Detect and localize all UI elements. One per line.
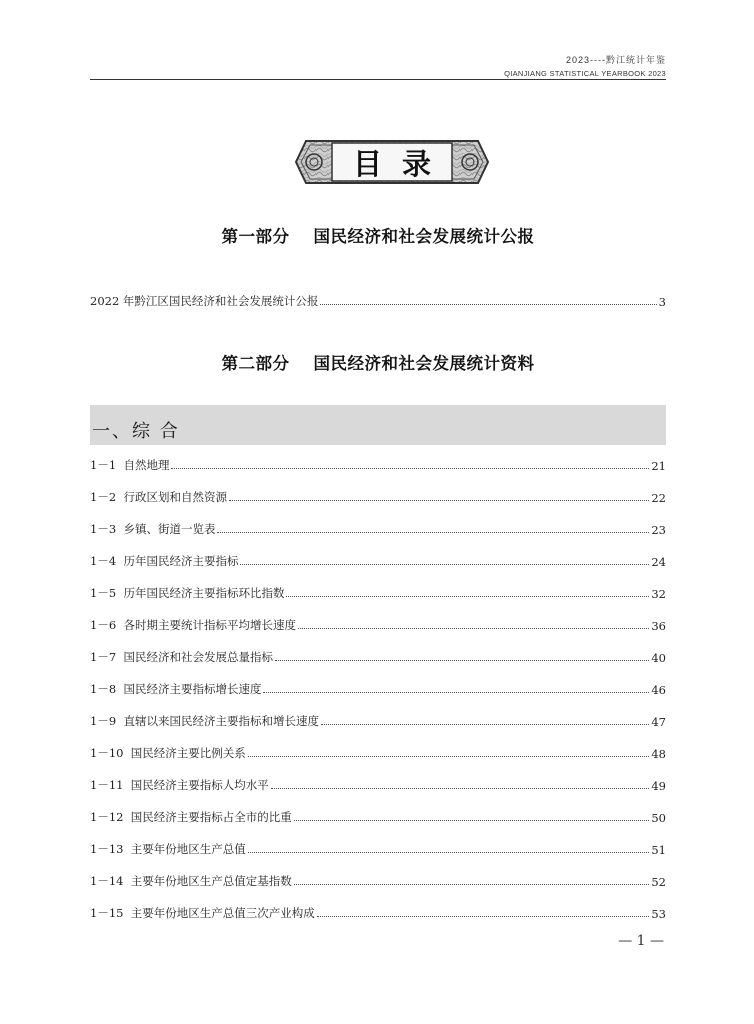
toc-entry[interactable]	[90, 519, 666, 537]
toc-entry-number: 1－11	[90, 778, 124, 792]
toc-entry-title: 国民经济主要比例关系	[130, 746, 246, 760]
toc-entry-number: 1－2	[90, 490, 117, 504]
toc-entry[interactable]	[90, 807, 666, 825]
section-title: 一、综 合	[92, 421, 180, 442]
toc-entry-title: 国民经济主要指标增长速度	[123, 682, 262, 696]
toc-entry-title: 行政区划和自然资源	[123, 490, 227, 504]
part-one-label: 第一部分	[221, 227, 290, 246]
toc-entry-page: 48	[651, 747, 666, 761]
toc-entry-title: 主要年份地区生产总值定基指数	[130, 874, 292, 888]
toc-entry-title: 各时期主要统计指标平均增长速度	[123, 618, 296, 632]
toc-entry[interactable]	[90, 679, 666, 697]
toc-entry-number: 1－7	[90, 650, 117, 664]
toc-entry-number: 1－3	[90, 522, 117, 536]
toc-entry[interactable]	[90, 487, 666, 505]
running-header	[504, 54, 666, 80]
toc-entry-page: 23	[651, 523, 666, 537]
toc-entry[interactable]	[90, 583, 666, 601]
toc-entry-page: 40	[651, 651, 666, 665]
toc-entry-title: 2022 年黔江区国民经济和社会发展统计公报	[90, 294, 319, 308]
contents-title-banner	[292, 137, 492, 187]
toc-entry-number: 1－9	[90, 714, 117, 728]
header-chinese-title: 2023----黔江统计年鉴	[565, 55, 666, 65]
toc-entry[interactable]	[90, 455, 666, 473]
dot-leader	[321, 724, 649, 725]
header-english-title: QIANJIANG STATISTICAL YEARBOOK 2023	[504, 69, 666, 78]
dot-leader	[229, 500, 649, 501]
toc-entry-title: 国民经济和社会发展总量指标	[123, 650, 273, 664]
dot-leader	[294, 820, 650, 821]
dot-leader	[248, 756, 650, 757]
toc-entry[interactable]	[90, 615, 666, 633]
dot-leader	[320, 304, 656, 305]
toc-entry-title: 历年国民经济主要指标	[123, 554, 239, 568]
toc-entry-page: 24	[651, 555, 666, 569]
toc-entry-page: 32	[651, 587, 666, 601]
toc-entry-title: 乡镇、街道一览表	[123, 522, 216, 536]
part-two-label: 第二部分	[221, 354, 290, 373]
dot-leader	[171, 468, 649, 469]
page-number: — 1 —	[618, 933, 664, 949]
toc-entry[interactable]	[90, 743, 666, 761]
toc-entry-number: 1－14	[90, 874, 124, 888]
dot-leader	[298, 628, 649, 629]
toc-entry-number: 1－8	[90, 682, 117, 696]
toc-entry-title: 国民经济主要指标人均水平	[130, 778, 269, 792]
toc-entry-page: 47	[651, 715, 666, 729]
toc-entry-number: 1－6	[90, 618, 117, 632]
toc-entry[interactable]	[90, 551, 666, 569]
toc-entry-title: 历年国民经济主要指标环比指数	[123, 586, 285, 600]
part-two-title: 国民经济和社会发展统计资料	[313, 354, 535, 373]
part-two-heading	[90, 350, 666, 374]
dot-leader	[240, 564, 649, 565]
toc-entry-number: 1－12	[90, 810, 124, 824]
toc-entry-page: 36	[651, 619, 666, 633]
toc-entry-title: 自然地理	[123, 458, 170, 472]
dot-leader	[275, 660, 649, 661]
toc-entry[interactable]	[90, 903, 666, 921]
contents-title: 目录	[352, 146, 451, 181]
dot-leader	[271, 788, 650, 789]
dot-leader	[263, 692, 649, 693]
toc-entry-page: 53	[651, 907, 666, 921]
toc-entry-number: 1－15	[90, 906, 124, 920]
toc-entry-page: 46	[651, 683, 666, 697]
part-one-title: 国民经济和社会发展统计公报	[313, 227, 535, 246]
toc-entry[interactable]	[90, 871, 666, 889]
dot-leader	[248, 852, 650, 853]
toc-entry-page: 3	[658, 295, 666, 309]
toc-entry-page: 22	[651, 491, 666, 505]
dot-leader	[286, 596, 649, 597]
dot-leader	[217, 532, 649, 533]
section-heading-band	[90, 405, 666, 445]
toc-entry-page: 51	[651, 843, 666, 857]
toc-entry-title: 主要年份地区生产总值三次产业构成	[130, 906, 315, 920]
toc-entry-page: 52	[651, 875, 666, 889]
part-one-heading	[90, 223, 666, 247]
dot-leader	[294, 884, 650, 885]
toc-entry-page: 49	[651, 779, 666, 793]
toc-entry-number: 1－1	[90, 458, 117, 472]
toc-entry-number: 1－4	[90, 554, 117, 568]
dot-leader	[317, 916, 650, 917]
toc-entry-title: 国民经济主要指标占全市的比重	[130, 810, 292, 824]
toc-entry-number: 1－13	[90, 842, 124, 856]
toc-entry[interactable]	[90, 839, 666, 857]
toc-entry-page: 21	[651, 459, 666, 473]
toc-entry[interactable]	[90, 775, 666, 793]
toc-entry-bulletin[interactable]	[90, 291, 666, 309]
header-rule	[90, 79, 666, 80]
toc-entry-number: 1－10	[90, 746, 124, 760]
toc-entry[interactable]	[90, 647, 666, 665]
toc-entry-title: 直辖以来国民经济主要指标和增长速度	[123, 714, 319, 728]
toc-entry[interactable]	[90, 711, 666, 729]
toc-entry-number: 1－5	[90, 586, 117, 600]
toc-entry-title: 主要年份地区生产总值	[130, 842, 246, 856]
toc-entry-page: 50	[651, 811, 666, 825]
